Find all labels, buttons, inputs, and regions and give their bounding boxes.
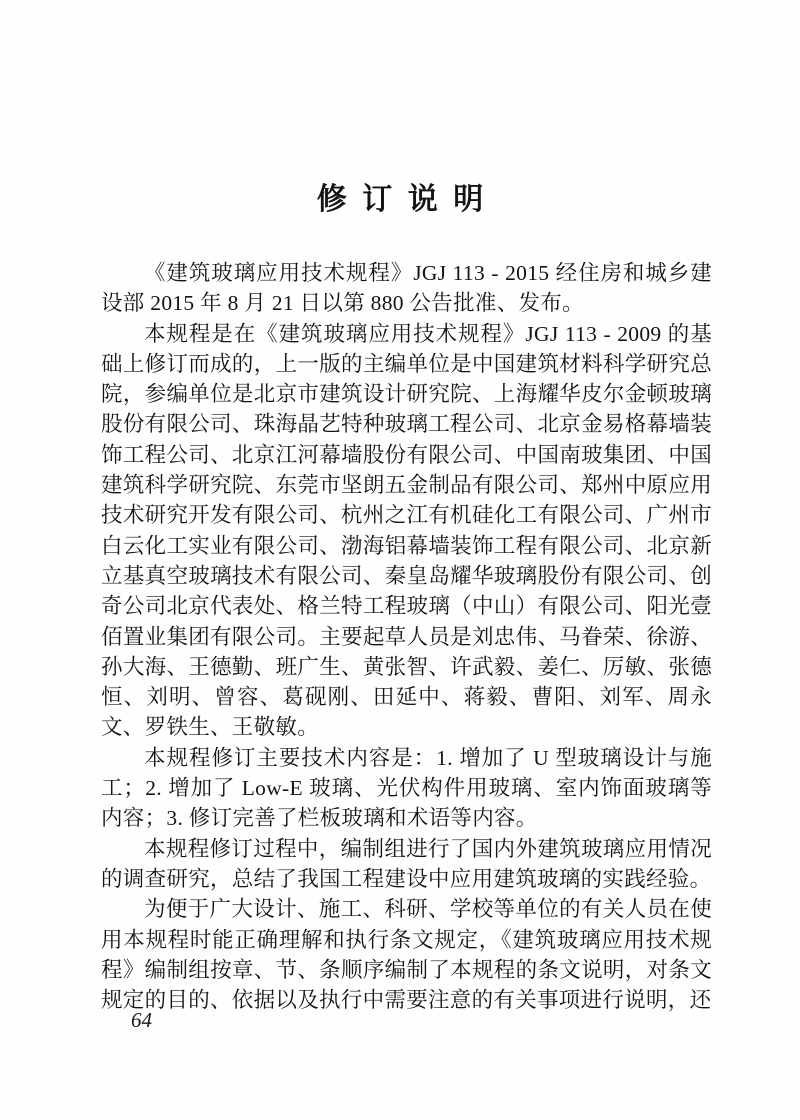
paragraph-explanation-purpose: 为便于广大设计、施工、科研、学校等单位的有关人员在使用本规程时能正确理解和执行条文规定，《建筑玻璃应用技术规程》编制组按章、节、条顺序编制了本规程的条文说明，对条文规定的目的、依据以及执行中需要注意的有关事项进行说明，还 [101,897,712,1013]
paragraph-revision-process: 本规程修订过程中，编制组进行了国内外建筑玻璃应用情况的调查研究，总结了我国工程建设中应用建筑玻璃的实践经验。 [101,836,712,891]
page-number: 64 [131,1008,152,1032]
page-title: 修 订 说 明 [316,183,488,216]
body-text [101,258,712,1015]
paragraph-editing-units: 本规程是在《建筑玻璃应用技术规程》JGJ 113 - 2009 的基础上修订而成的，上一版的主编单位是中国建筑材料科学研究总院，参编单位是北京市建筑设计研究院、上海耀华皮尔金顿玻璃股份有限公司、珠海晶艺特种玻璃工程公司、北京金易格幕墙装饰工程公司、北京江河幕墙股份有限公司、中国南玻集团、中国建筑科学研究院、东莞市坚朗五金制品有限公司、郑州中原应用技术研究开发有限公司、杭州之江有机硅化工有限公司、广州市白云化工实业有限公司、渤海铝幕墙装饰工程有限公司、北京新立基真空玻璃技术有限公司、秦皇岛耀华玻璃股份有限公司、创奇公司北京代表处、格兰特工程玻璃（中山）有限公司、阳光壹佰置业集团有限公司。主要起草人员是刘忠伟、马眷荣、徐游、孙大海、王德勤、班广生、黄张智、许武毅、姜仁、厉敏、张德恒、刘明、曾容、葛砚刚、田延中、蒋毅、曹阳、刘军、周永文、罗铁生、王敬敏。 [101,321,712,740]
paragraph-approval: 《建筑玻璃应用技术规程》JGJ 113 - 2015 经住房和城乡建设部 2015 年 8 月 21 日以第 880 公告批准、发布。 [101,261,712,316]
paragraph-revision-contents: 本规程修订主要技术内容是：1. 增加了 U 型玻璃设计与施工；2. 增加了 Low-E 玻璃、光伏构件用玻璃、室内饰面玻璃等内容；3. 修订完善了栏板玻璃和术语等内容。 [101,745,712,831]
